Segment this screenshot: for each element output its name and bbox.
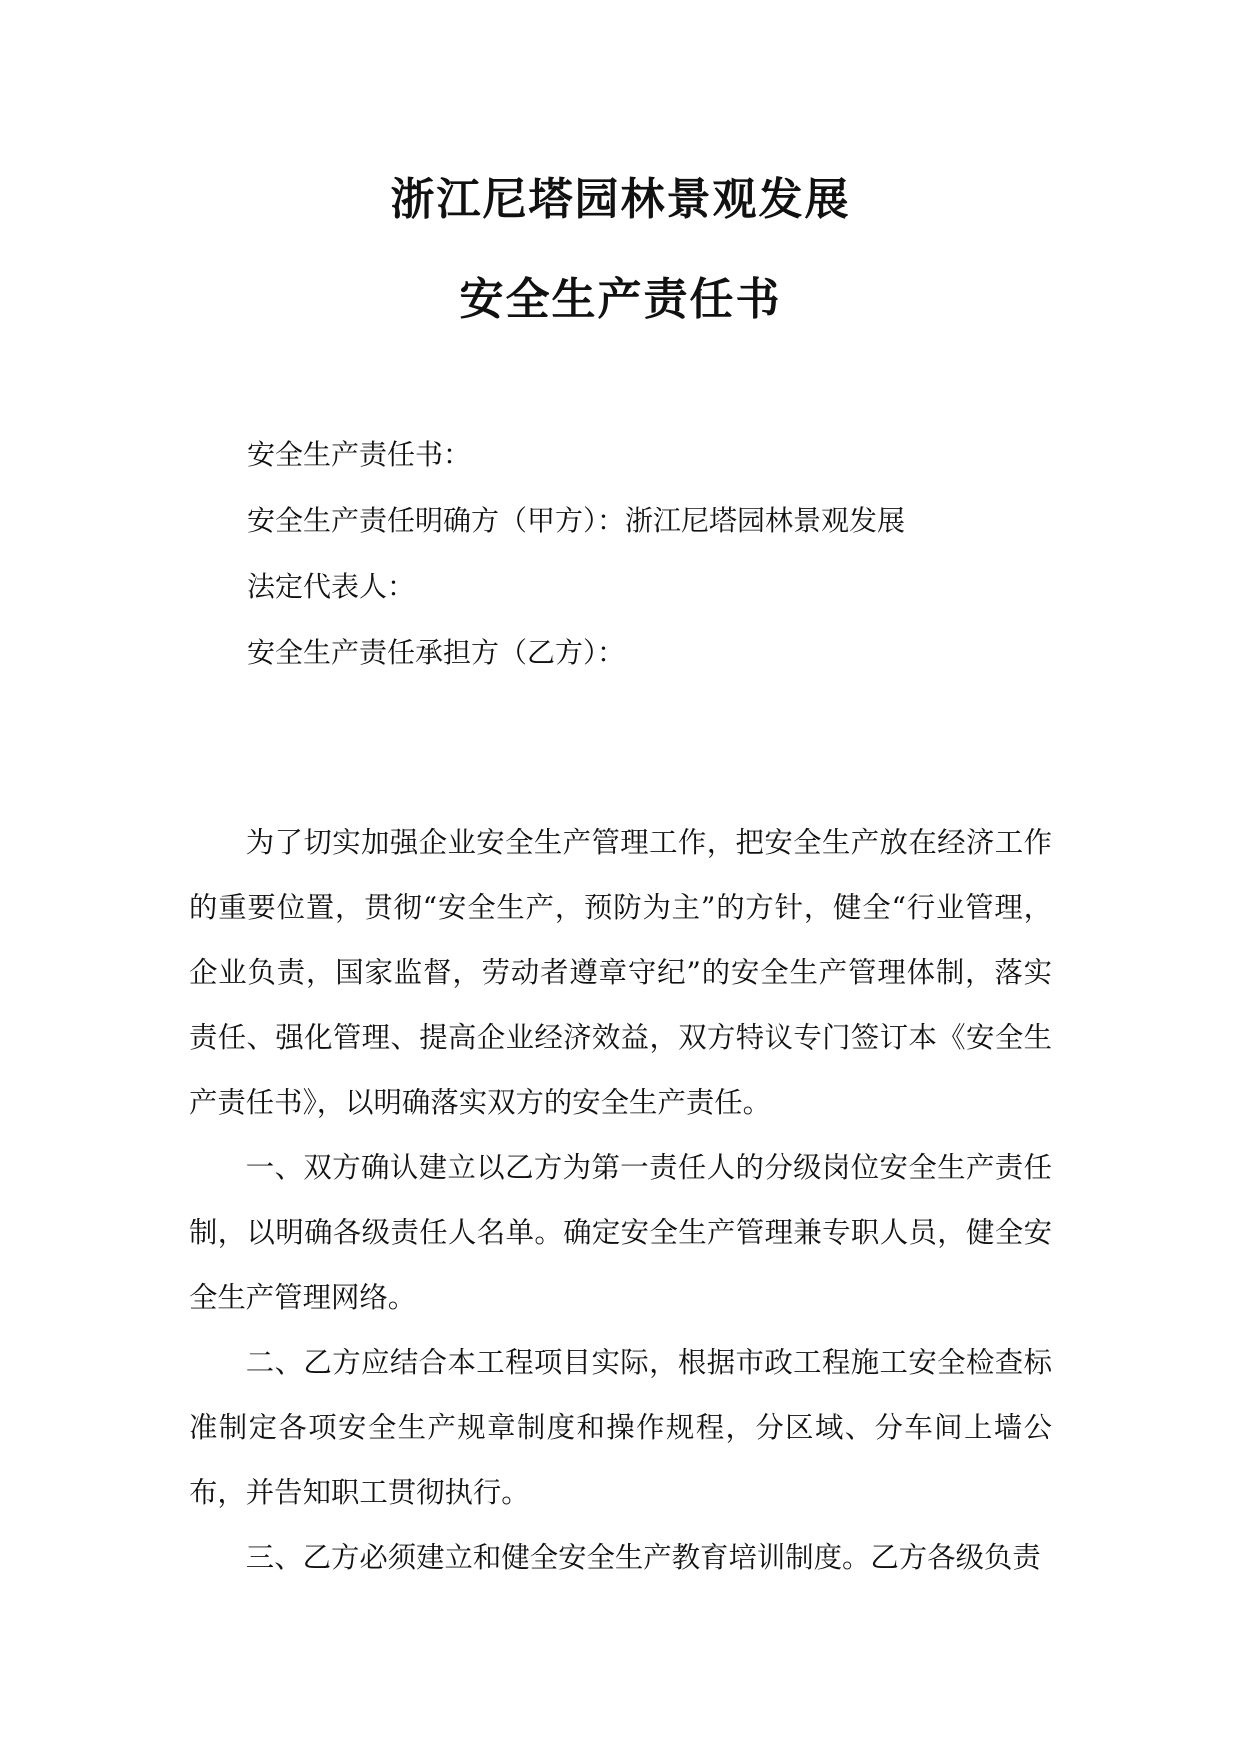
clause-2-paragraph: 二、乙方应结合本工程项目实际，根据市政工程施工安全检查标准制定各项安全生产规章制度和操作规程，分区域、分车间上墙公布，并告知职工贯彻执行。 xyxy=(189,1346,1052,1509)
clause-3-paragraph: 三、乙方必须建立和健全安全生产教育培训制度。乙方各级负责 xyxy=(245,1541,1041,1574)
document-title-line-2: 安全生产责任书 xyxy=(459,274,782,325)
legal-representative-line: 法定代表人： xyxy=(247,570,416,603)
info-heading: 安全生产责任书： xyxy=(247,438,472,471)
party-b-line: 安全生产责任承担方（乙方）： xyxy=(247,636,626,669)
clause-1-paragraph: 一、双方确认建立以乙方为第一责任人的分级岗位安全生产责任制，以明确各级责任人名单。确定安全生产管理兼专职人员，健全安全生产管理网络。 xyxy=(189,1151,1052,1314)
document-title-line-1: 浙江尼塔园林景观发展 xyxy=(390,174,851,225)
party-info-block xyxy=(247,422,1147,686)
intro-paragraph: 为了切实加强企业安全生产管理工作，把安全生产放在经济工作的重要位置，贯彻“安全生产，预防为主”的方针，健全“行业管理，企业负责，国家监督，劳动者遵章守纪”的安全生产管理体制，落实责任、强化管理、提高企业经济效益，双方特议专门签订本《安全生产责任书》，以明确落实双方的安全生产责任。 xyxy=(189,826,1052,1119)
party-a-line: 安全生产责任明确方（甲方）：浙江尼塔园林景观发展 xyxy=(247,504,906,537)
document-body xyxy=(189,810,1052,1590)
